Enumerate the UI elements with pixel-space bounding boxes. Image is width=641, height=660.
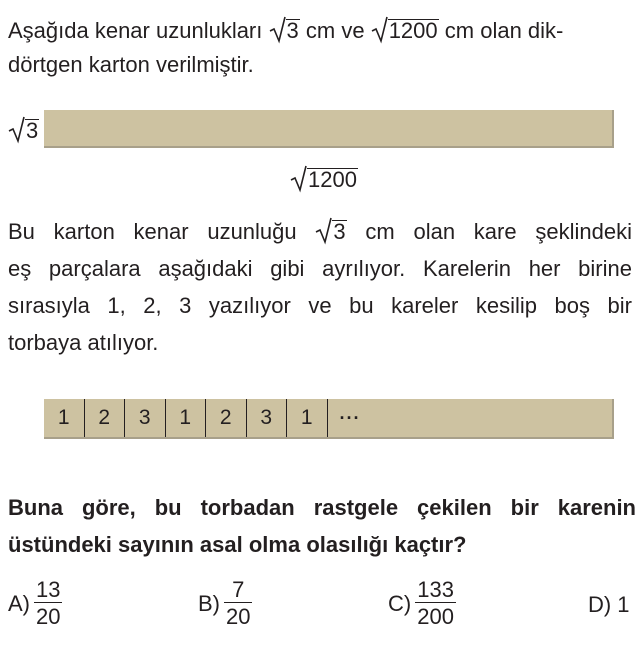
option-d[interactable]	[588, 592, 629, 618]
option-b-fraction: $\frac{7}{20}$	[226, 577, 251, 629]
sqrt-3-expression: 3	[315, 217, 346, 245]
intro-line-2: dörtgen karton verilmiştir.	[8, 52, 254, 77]
option-c-label: C)	[388, 590, 412, 616]
option-b[interactable]	[198, 578, 252, 629]
radical-icon	[269, 16, 287, 44]
sqrt-3-expression: 3	[269, 16, 300, 44]
option-c-fraction: $\frac{133}{200}$	[417, 577, 454, 629]
option-d-label: D)	[588, 592, 612, 617]
figure1-bottom-label: 1200	[290, 165, 358, 193]
intro-text-2: cm olan dik-	[444, 18, 564, 43]
square-cell: 3	[247, 399, 288, 437]
radical-icon	[315, 217, 333, 245]
option-a-label: A)	[8, 590, 30, 616]
radical-icon	[371, 16, 389, 44]
option-b-label: B)	[198, 590, 220, 616]
square-cell: 1	[166, 399, 207, 437]
body-line-4: torbaya atılıyor.	[8, 330, 159, 355]
option-a[interactable]	[8, 578, 62, 629]
question-line-1: Buna göre, bu torbadan rastgele çekilen bir karenin	[8, 495, 636, 520]
question-line-2: üstündeki sayının asal olma olasılığı kaçtır?	[8, 532, 467, 557]
body-line-2: eş parçalara aşağıdaki gibi ayrılıyor. Karelerin her birine	[8, 256, 632, 281]
square-cell: 3	[125, 399, 166, 437]
intro-unit-1: cm ve	[305, 18, 365, 43]
figure1-side-label: 3	[8, 116, 39, 144]
cut-squares-strip	[44, 399, 614, 439]
square-cell: 1	[287, 399, 328, 437]
body-line-3: sırasıyla 1, 2, 3 yazılıyor ve bu kareler kesilip boş bir	[8, 293, 632, 318]
intro-text-1: Aşağıda kenar uzunlukları	[8, 18, 263, 43]
radical-icon	[8, 116, 26, 144]
square-cell: 2	[206, 399, 247, 437]
body-line-1: Bu karton kenar uzunluğu 3 cm olan kare şeklindeki	[8, 219, 632, 244]
radical-icon	[290, 165, 308, 193]
option-a-fraction: $\frac{13}{20}$	[36, 577, 61, 629]
sqrt-1200-expression: 1200	[371, 16, 439, 44]
option-c[interactable]	[388, 578, 456, 629]
ellipsis: ···	[339, 407, 361, 428]
option-d-value: 1	[617, 592, 630, 617]
square-cell: 2	[85, 399, 126, 437]
square-cell: 1	[44, 399, 85, 437]
intro-line-1	[8, 16, 563, 44]
cardboard-rectangle	[44, 110, 614, 148]
